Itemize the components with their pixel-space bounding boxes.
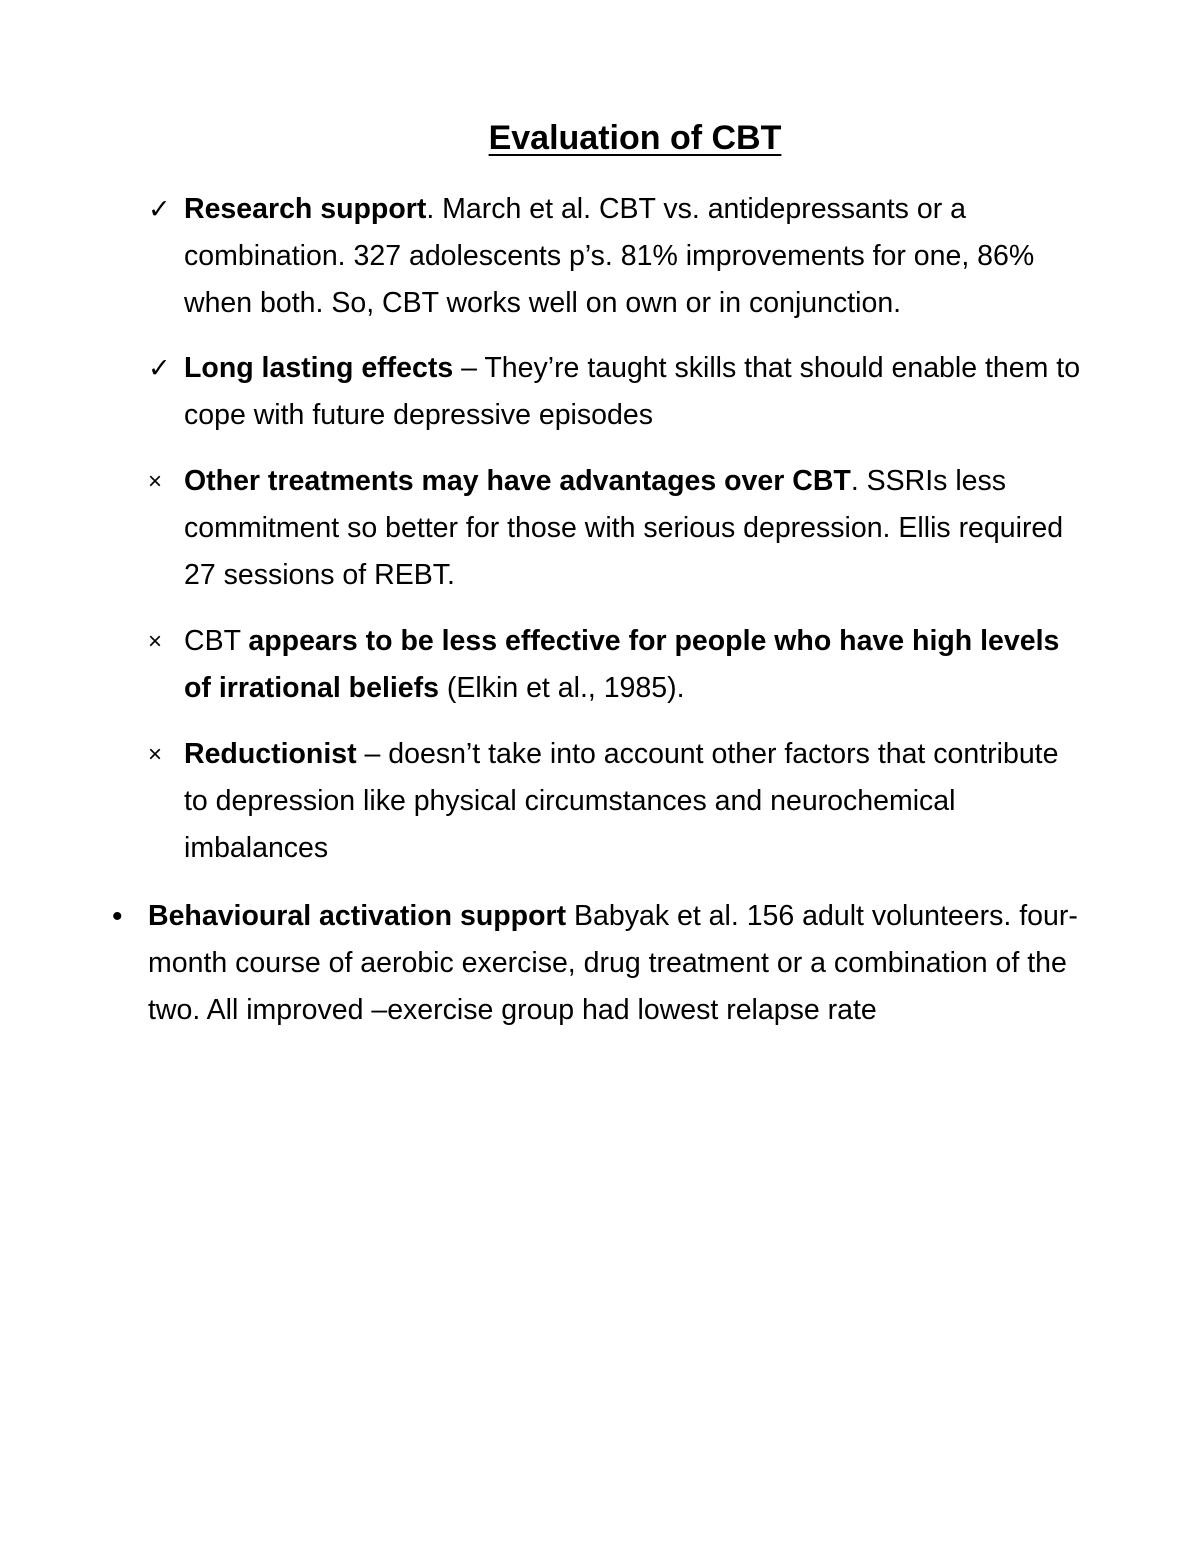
list-item-text [184, 458, 1084, 599]
list-item-heading: Behavioural activation support [148, 900, 567, 932]
list-item-less-effective [148, 618, 1084, 712]
list-item-behavioural-activation [112, 893, 1078, 1034]
checkmark-icon: ✓ [148, 353, 171, 383]
list-item-text [184, 618, 1084, 712]
cross-icon: × [148, 628, 163, 655]
list-item-body: – They’re taught skills that should enable them to cope with future depressive episodes [184, 352, 1081, 431]
list-item-text [184, 186, 1084, 327]
list-item-body: . SSRIs less commitment so better for those with serious depression. Ellis required 27 sessions of REBT. [184, 465, 1064, 591]
checkmark-icon: ✓ [148, 194, 171, 224]
list-item-other-treatments [148, 458, 1084, 599]
list-item-body: (Elkin et al., 1985). [438, 672, 685, 704]
list-item-text [184, 345, 1084, 439]
list-item-text [148, 893, 1078, 1034]
list-item-heading: Long lasting effects [184, 352, 454, 384]
list-item-prefix: CBT [184, 625, 249, 657]
list-item-heading: appears to be less effective for people who have high levels of irrational beliefs [184, 625, 1060, 704]
list-item-reductionist [148, 731, 1084, 872]
list-item-long-lasting-effects [148, 345, 1084, 439]
list-item-body: Babyak et al. 156 adult volunteers. four-month course of aerobic exercise, drug treatment or a combination of the two. All improved –exercise group had lowest relapse rate [148, 900, 1078, 1026]
list-item-heading: Other treatments may have advantages over CBT [184, 465, 851, 497]
list-item-heading: Reductionist [184, 738, 357, 770]
list-item-heading: Research support [184, 193, 427, 225]
cross-icon: × [148, 741, 163, 768]
bullet-icon: • [112, 900, 123, 933]
cross-icon: × [148, 468, 163, 495]
page-title: Evaluation of CBT [488, 119, 782, 157]
list-item-body: – doesn’t take into account other factors that contribute to depression like physical circumstances and neurochemical imbalances [184, 738, 1059, 864]
list-item-body: . March et al. CBT vs. antidepressants or a combination. 327 adolescents p’s. 81% improvements for one, 86% when both. So, CBT works well on own or in conjunction. [184, 193, 1035, 319]
list-item-text [184, 731, 1084, 872]
list-item-research-support [148, 186, 1084, 327]
